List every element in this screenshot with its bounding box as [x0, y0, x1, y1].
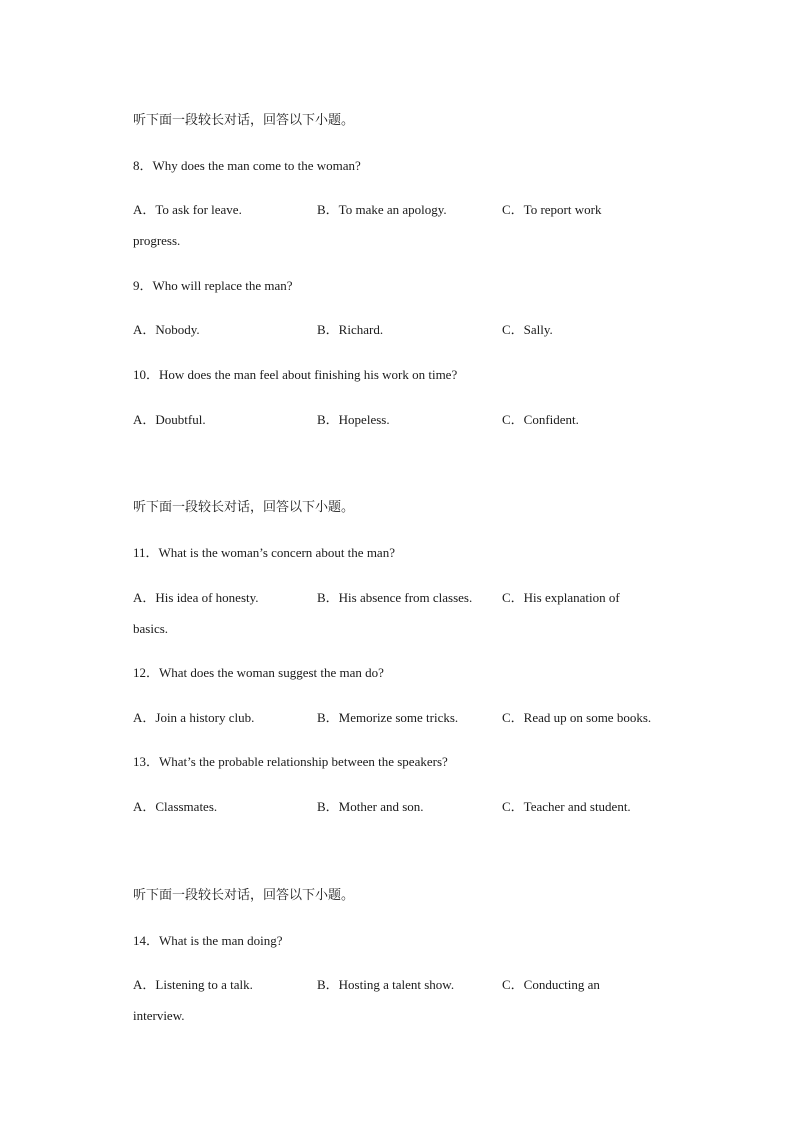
question-stem: 14．What is the man doing? — [133, 933, 283, 948]
option-a: A．To ask for leave. — [133, 202, 242, 217]
option-c: C．Sally. — [502, 322, 553, 337]
option-b: B．Memorize some tricks. — [317, 710, 459, 725]
option-c: C．Teacher and student. — [502, 799, 631, 814]
question-stem: 11．What is the woman’s concern about the man? — [133, 545, 395, 560]
option-b: B．Richard. — [317, 322, 384, 337]
option-a: A．Doubtful. — [133, 412, 206, 427]
question-stem: 10．How does the man feel about finishing his work on time? — [133, 367, 458, 382]
question-stem: 9．Who will replace the man? — [133, 278, 293, 293]
option-c: C．Conducting an — [502, 977, 600, 992]
option-a: A．Join a history club. — [133, 710, 255, 725]
option-a: A．Classmates. — [133, 799, 218, 814]
option-c-wrap: progress. — [133, 233, 181, 248]
option-a: A．His idea of honesty. — [133, 590, 259, 605]
option-c: C．To report work — [502, 202, 602, 217]
question-stem: 12．What does the woman suggest the man do? — [133, 665, 384, 680]
option-b: B．To make an apology. — [317, 202, 447, 217]
option-c-wrap: interview. — [133, 1008, 185, 1023]
option-b: B．His absence from classes. — [317, 590, 473, 605]
question-stem: 8．Why does the man come to the woman? — [133, 158, 361, 173]
option-b: B．Mother and son. — [317, 799, 424, 814]
option-a: A．Nobody. — [133, 322, 200, 337]
option-c: C．His explanation of — [502, 590, 620, 605]
section-instruction: 听下面一段较长对话，回答以下小题。 — [133, 500, 355, 515]
option-c: C．Read up on some books. — [502, 710, 652, 725]
option-c-wrap: basics. — [133, 621, 169, 636]
option-c: C．Confident. — [502, 412, 579, 427]
section-instruction: 听下面一段较长对话，回答以下小题。 — [133, 113, 355, 128]
option-b: B．Hopeless. — [317, 412, 390, 427]
section-instruction: 听下面一段较长对话，回答以下小题。 — [133, 888, 355, 903]
option-b: B．Hosting a talent show. — [317, 977, 455, 992]
option-a: A．Listening to a talk. — [133, 977, 253, 992]
question-stem: 13．What’s the probable relationship between the speakers? — [133, 754, 448, 769]
